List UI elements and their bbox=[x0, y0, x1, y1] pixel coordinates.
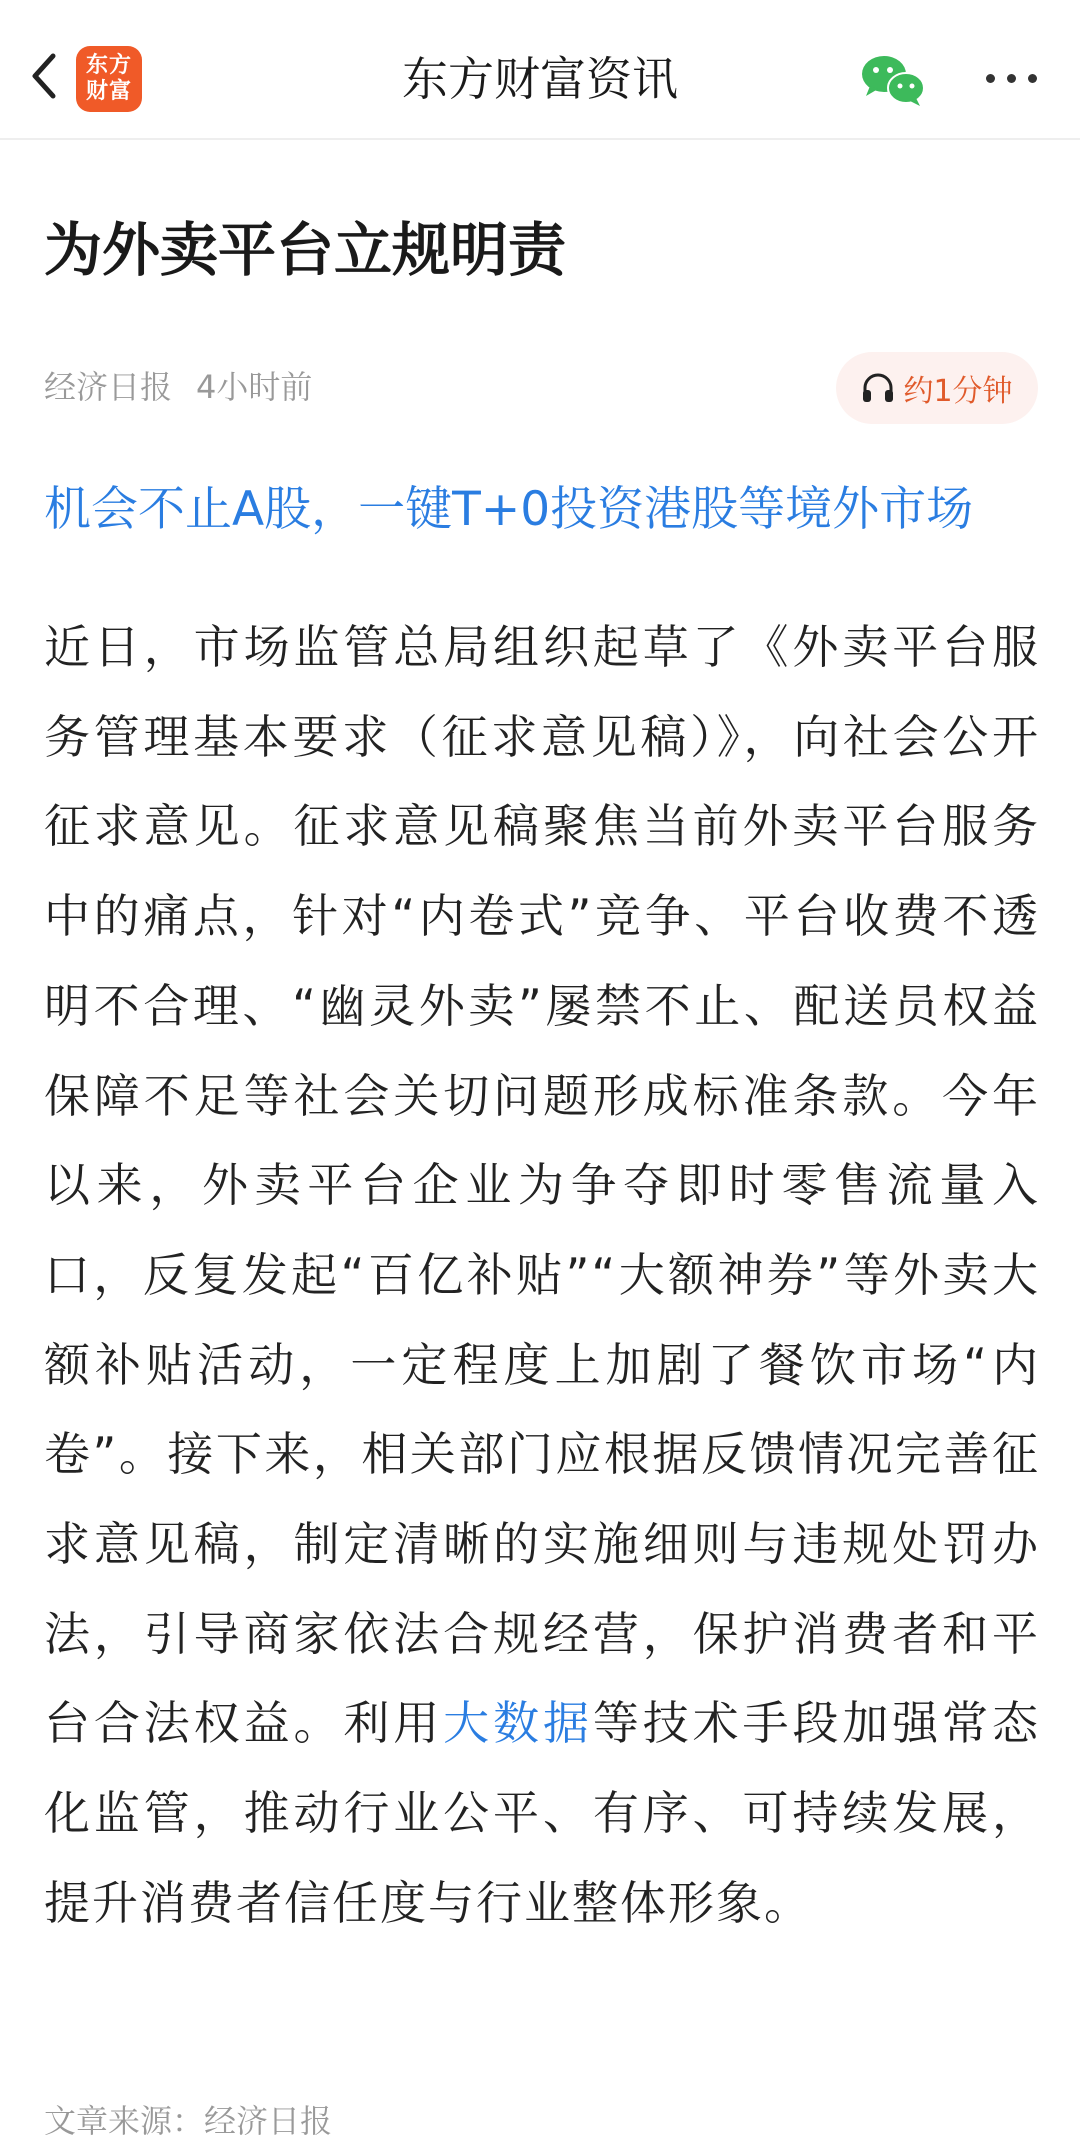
headphones-icon bbox=[861, 372, 895, 404]
article-body bbox=[44, 603, 1040, 1949]
promo-link[interactable]: 机会不止A股，一键T+0投资港股等境外市场 bbox=[44, 482, 974, 537]
chevron-left-icon bbox=[29, 52, 59, 100]
back-button[interactable] bbox=[22, 46, 66, 106]
wechat-icon bbox=[858, 50, 928, 110]
article-source-name: 经济日报 bbox=[44, 368, 173, 406]
article-source-line: 文章来源：经济日报 bbox=[44, 2102, 333, 2140]
article-time: 4小时前 bbox=[196, 368, 313, 406]
more-dot bbox=[1028, 74, 1037, 83]
more-dot bbox=[1007, 74, 1016, 83]
more-options-button[interactable] bbox=[968, 58, 1054, 98]
keyword-link-big-data[interactable]: 大数据 bbox=[443, 1696, 593, 1751]
article-body-text: 近日，市场监管总局组织起草了《外卖平台服务管理基本要求（征求意见稿）》，向社会公开征求意见。征求意见稿聚焦当前外卖平台服务中的痛点，针对“内卷式”竞争、平台收费不透明不合理、“幽灵外卖”屡禁不止、配送员权益保障不足等社会关切问题形成标准条款。今年以来，外卖平台企业为争夺即时零售流量入口，反复发起“百亿补贴”“大额神券”等外卖大额补贴活动，一定程度上加剧了餐饮市场“内卷”。接下来，相关部门应根据反馈情况完善征求意见稿，制定清晰的实施细则与违规处罚办法，引导商家依法合规经营，保护消费者和平台合法权益。利用 bbox=[44, 620, 1040, 1751]
article-meta bbox=[44, 362, 312, 412]
listen-duration-label: 约1分钟 bbox=[903, 374, 1013, 409]
more-horizontal-icon bbox=[986, 74, 995, 83]
wechat-share-button[interactable] bbox=[858, 50, 928, 110]
listen-audio-button[interactable] bbox=[836, 352, 1038, 424]
app-logo-text: 东方财富 bbox=[85, 53, 132, 104]
top-nav-bar bbox=[0, 0, 1080, 140]
article-body-text-continued: 等技术手段加强常态化监管，推动行业公平、有序、可持续发展，提升消费者信任度与行业整体形象。 bbox=[44, 1696, 1041, 1930]
page-title: 东方财富资讯 bbox=[402, 52, 678, 106]
app-logo bbox=[76, 46, 142, 112]
article-title: 为外卖平台立规明责 bbox=[44, 216, 567, 284]
